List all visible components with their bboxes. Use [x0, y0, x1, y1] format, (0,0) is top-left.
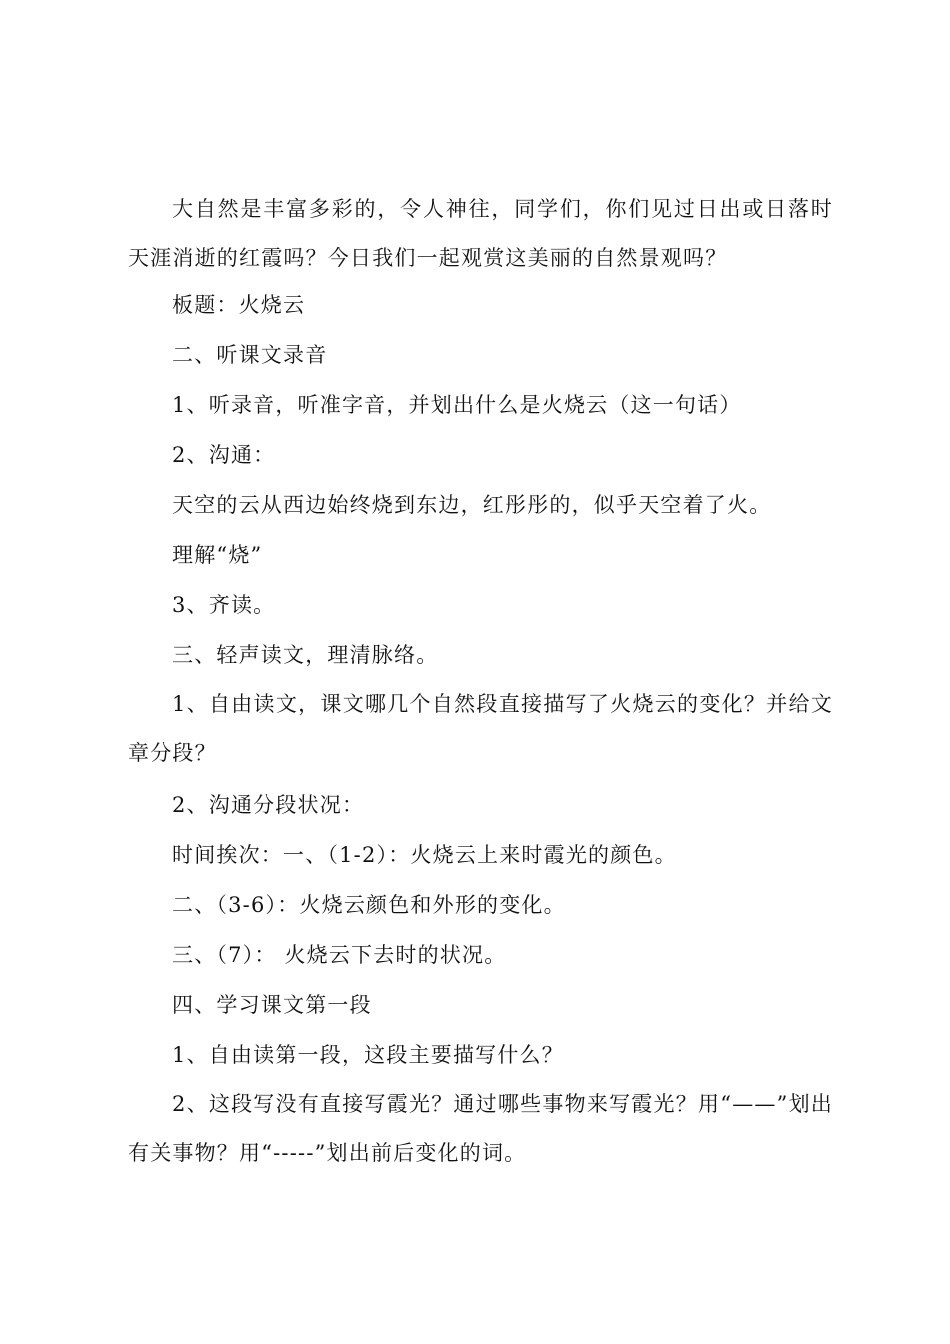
segment-line-3: 三、（7）： 火烧云下去时的状况。: [172, 943, 507, 967]
segment-line-1: 时间挨次：一、（1-2）：火烧云上来时霞光的颜色。: [172, 843, 677, 867]
quote-line: 天空的云从西边始终烧到东边，红彤彤的，似乎天空着了火。: [172, 493, 772, 517]
section-heading-3: 三、轻声读文，理清脉络。: [172, 643, 439, 667]
list-item-1: 1、听录音，听准字音，并划出什么是火烧云（这一句话）: [172, 393, 742, 417]
intro-paragraph: 大自然是丰富多彩的，令人神往，同学们，你们见过日出或日落时天涯消逝的红霞吗？今日我们一起观赏这美丽的自然景观吗？: [128, 197, 833, 270]
section-heading-2: 二、听课文录音: [172, 343, 328, 367]
list-item-communicate: 2、沟通分段状况：: [172, 793, 365, 817]
list-item-2: 2、沟通：: [172, 443, 276, 467]
paragraph-reading-task: 1、自由读文，课文哪几个自然段直接描写了火烧云的变化？并给文章分段？: [128, 692, 833, 765]
section-heading-4: 四、学习课文第一段: [172, 993, 372, 1017]
understand-line: 理解“烧”: [172, 543, 263, 567]
list-item-3: 3、齐读。: [172, 593, 276, 617]
paragraph-task-underline: 2、这段写没有直接写霞光？通过哪些事物来写霞光？用“——”划出有关事物？用“-----”划出前后变化的词。: [128, 1092, 833, 1165]
segment-line-2: 二、（3-6）：火烧云颜色和外形的变化。: [172, 893, 566, 917]
board-title-line: 板题：火烧云: [172, 293, 306, 317]
list-item-read-first: 1、自由读第一段，这段主要描写什么？: [172, 1043, 564, 1067]
